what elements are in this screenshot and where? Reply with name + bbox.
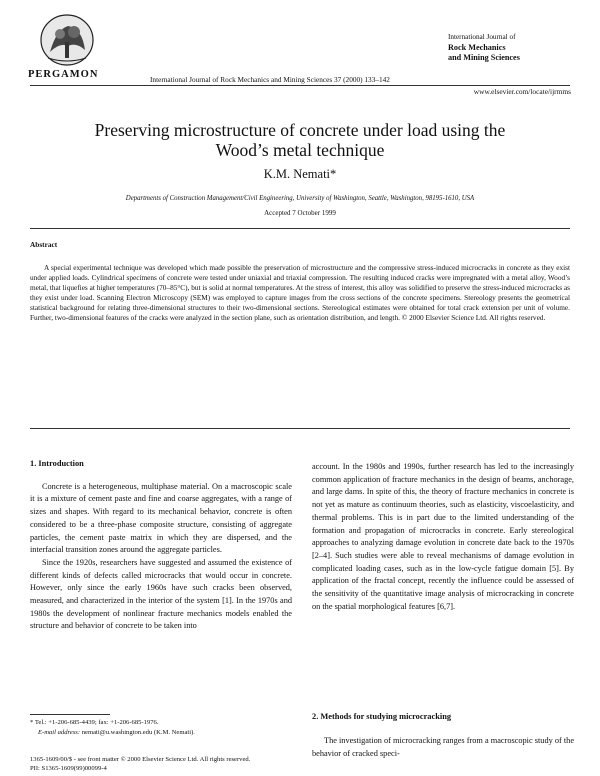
- section-heading-methods: 2. Methods for studying microcracking: [312, 712, 452, 721]
- journal-title-box: [448, 32, 520, 64]
- publisher-logo: [38, 12, 96, 68]
- page-footer: [30, 755, 250, 773]
- author-name: K.M. Nemati*: [263, 167, 337, 181]
- title-line-2: Wood’s metal technique: [215, 140, 385, 160]
- footnote: [30, 718, 292, 738]
- abstract-text: A special experimental technique was developed which made possible the preservation of microstructure and the compressive stress-induced microcracks in concrete as they exist under applied loads. Cylindrical specimens of concrete were tested under uniaxial and triaxial compression. The resulting induced cracks were impregnated with a metal alloy, Wood’s metal, that liquefies at higher temperatures (70–85°C), but is solid at normal temperatures. At the stress of interest, this alloy was solidified to preserve the stress-induced microcracks as they exist under load. Scanning Electron Microscopy (SEM) was employed to capture images from the cross sections of the concrete specimens. Stereology presents the geometrical statistical background for relating three-dimensional structures to their two-dimensional sections. Stereological estimates were obtained for total crack extension per unit of volume. Further, two-dimensional features of the cracks were analyzed in the section plane, such as orientation distribution, and length. © 2000 Elsevier Science Ltd. All rights reserved.: [30, 263, 570, 322]
- email-label: E-mail address:: [38, 729, 81, 736]
- article-title: [30, 120, 570, 160]
- methods-paragraph-1: The investigation of microcracking ranges from a macroscopic study of the behavior of cracked speci-: [312, 736, 574, 758]
- journal-website-link[interactable]: www.elsevier.com/locate/ijrmms: [473, 87, 571, 96]
- footnote-tel: * Tel.: +1-206-685-4439; fax: +1-206-685-1976.: [30, 719, 159, 726]
- publisher-name: PERGAMON: [28, 69, 99, 80]
- intro-paragraph-3: account. In the 1980s and 1990s, further research has led to the increasingly common application of fracture mechanics in the design of beams, anchorage, and large dams. In spite of this, the theory of fracture mechanics in concrete is not yet as mature as continuum theories, such as elasticity, viscoelasticity, and thermal problems. This is in part due to the limited understanding of the formation and propagation of microcracks in concrete. Early stereological approaches to analyzing damage evolution in concrete date back to the 1970s [2–4]. Such studies were able to reveal mechanisms of damage evolution in complicated loading cases, such as in the low-cycle fatigue domain [5]. By application of the fractal concept, recently the influence could be assessed of the sensitivity of the quantitative image analysis of microcracking in concrete on the spatial morphological features [6,7].: [312, 462, 574, 611]
- right-column: [312, 461, 574, 613]
- footnote-rule: [30, 714, 110, 715]
- accepted-date: Accepted 7 October 1999: [264, 209, 336, 217]
- journal-box-line2: Rock Mechanics: [448, 42, 506, 52]
- journal-box-line3: and Mining Sciences: [448, 53, 520, 62]
- header-rule: [30, 85, 570, 86]
- intro-paragraph-1: Concrete is a heterogeneous, multiphase material. On a macroscopic scale it is a mixture of cement paste and fine and coarse aggregates, with a range of sizes and shapes. With regard to its mechanical behavior, concrete is often considered to be a three-phase composite structure, consisting of aggregate particles, the cement paste matrix in which they are dispersed, and the interfacial transition zones around the aggregate particles.: [30, 481, 292, 555]
- author-affiliation: Departments of Construction Management/Civil Engineering, University of Washington, Seattle, Washington, 98195-1610, USA: [125, 195, 475, 202]
- journal-box-line1: International Journal of: [448, 33, 516, 41]
- abstract-bottom-rule: [30, 428, 570, 429]
- intro-paragraph-2: Since the 1920s, researchers have suggested and assumed the existence of different kinds of defects called microcracks that would occur in concrete. However, only since the early 1960s have such cracks been observed, measured, and characterized in the interior of the system [1]. In the 1970s and 1980s the development of nonlinear fracture mechanics models enabled the structure and behavior of concrete to be taken into: [30, 557, 292, 631]
- journal-citation: International Journal of Rock Mechanics and Mining Sciences 37 (2000) 133–142: [150, 75, 390, 84]
- footnote-email: [30, 728, 292, 738]
- title-line-1: Preserving microstructure of concrete under load using the: [94, 120, 506, 140]
- email-address[interactable]: nemati@u.washington.edu (K.M. Nemati).: [81, 729, 195, 736]
- footer-copyright: 1365-1609/00/$ - see front matter © 2000 Elsevier Science Ltd. All rights reserved.: [30, 756, 251, 763]
- footer-pii: PII: S1365-1609(99)00099-4: [30, 765, 107, 772]
- abstract-top-rule: [30, 228, 570, 229]
- abstract-heading: Abstract: [30, 240, 58, 249]
- left-column: [30, 458, 292, 633]
- section-heading-introduction: 1. Introduction: [30, 459, 84, 468]
